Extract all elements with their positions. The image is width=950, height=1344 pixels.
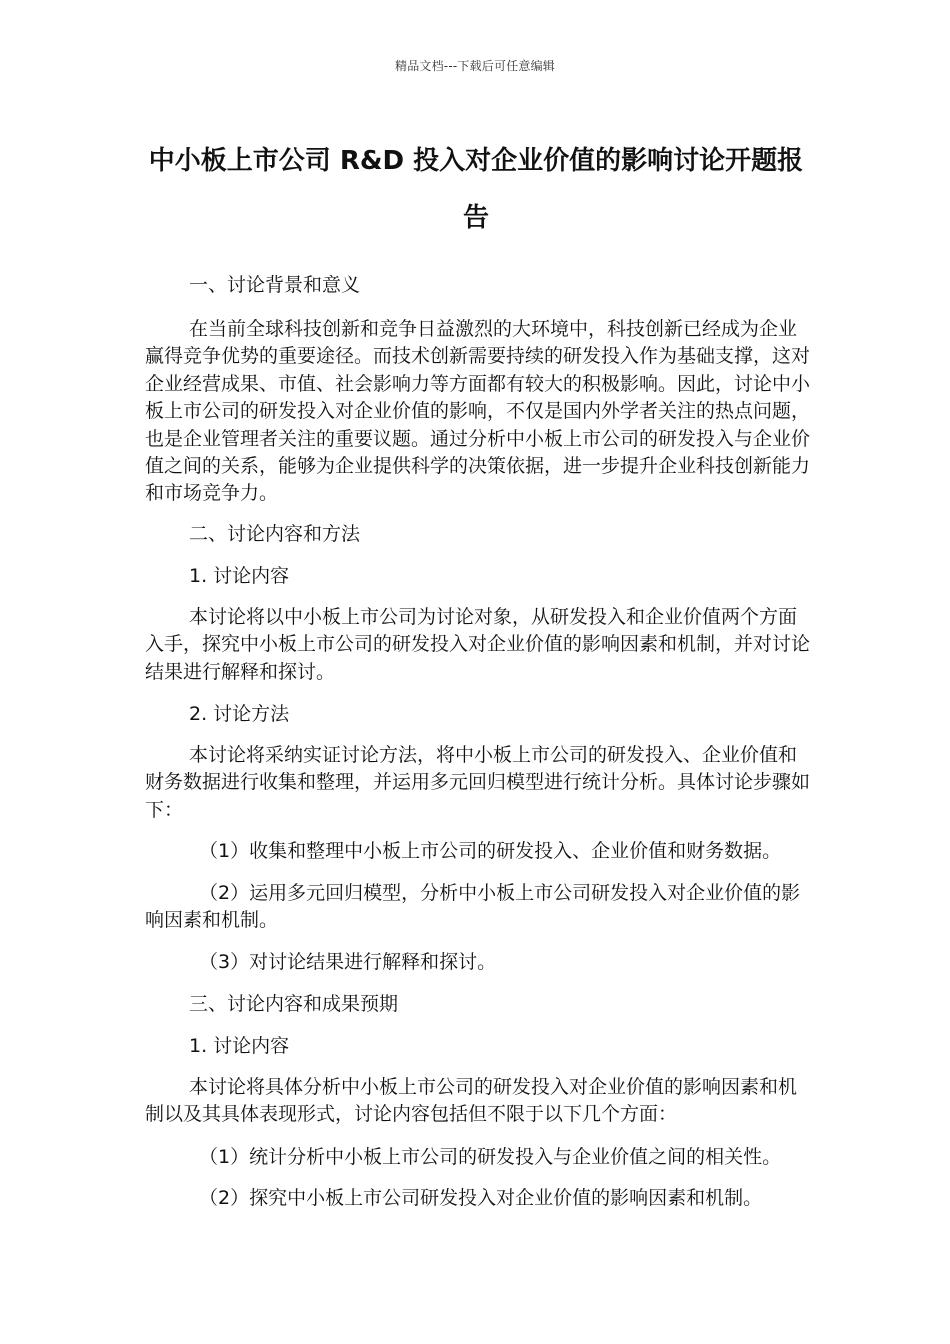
section-1-heading: 一、讨论背景和意义 <box>189 274 361 296</box>
section-2-step-1: （1）收集和整理中小板上市公司的研发投入、企业价值和财务数据。 <box>199 840 782 862</box>
section-2-subheading-1: 1. 讨论内容 <box>189 565 290 587</box>
section-1-paragraph: 在当前全球科技创新和竞争日益激烈的大环境中，科技创新已经成为企业赢得竞争优势的重要途径。而技术创新需要持续的研发投入作为基础支撑，这对企业经营成果、市值、社会影响力等方面都有较大的积极影响。因此，讨论中小板上市公司的研发投入对企业价值的影响，不仅是国内外学者关注的热点问题，也是企业管理者关注的重要议题。通过分析中小板上市公司的研发投入与企业价值之间的关系，能够为企业提供科学的决策依据，进一步提升企业科技创新能力和市场竞争力。 <box>145 318 811 505</box>
section-2-step-3: （3）对讨论结果进行解释和探讨。 <box>199 951 497 973</box>
section-3-paragraph-1: 本讨论将具体分析中小板上市公司的研发投入对企业价值的影响因素和机制以及其具体表现形式，讨论内容包括但不限于以下几个方面： <box>145 1076 798 1126</box>
header-note: 精品文档---下载后可任意编辑 <box>395 59 555 73</box>
section-3-subheading-1: 1. 讨论内容 <box>189 1035 290 1057</box>
section-3-heading: 三、讨论内容和成果预期 <box>189 993 399 1015</box>
section-2-heading: 二、讨论内容和方法 <box>189 523 361 545</box>
section-2-subheading-2: 2. 讨论方法 <box>189 703 290 725</box>
section-2-paragraph-1: 本讨论将以中小板上市公司为讨论对象，从研发投入和企业价值两个方面入手，探究中小板上市公司的研发投入对企业价值的影响因素和机制，并对讨论结果进行解释和探讨。 <box>145 606 811 683</box>
section-3-item-2: （2）探究中小板上市公司研发投入对企业价值的影响因素和机制。 <box>199 1187 763 1209</box>
section-3-item-1: （1）统计分析中小板上市公司的研发投入与企业价值之间的相关性。 <box>199 1146 782 1168</box>
section-2-step-2: （2）运用多元回归模型，分析中小板上市公司研发投入对企业价值的影响因素和机制。 <box>145 882 801 932</box>
document-title: 中小板上市公司 R&D 投入对企业价值的影响讨论开题报告 <box>148 146 804 233</box>
section-2-paragraph-2: 本讨论将采纳实证讨论方法，将中小板上市公司的研发投入、企业价值和财务数据进行收集和整理，并运用多元回归模型进行统计分析。具体讨论步骤如下： <box>145 744 811 821</box>
